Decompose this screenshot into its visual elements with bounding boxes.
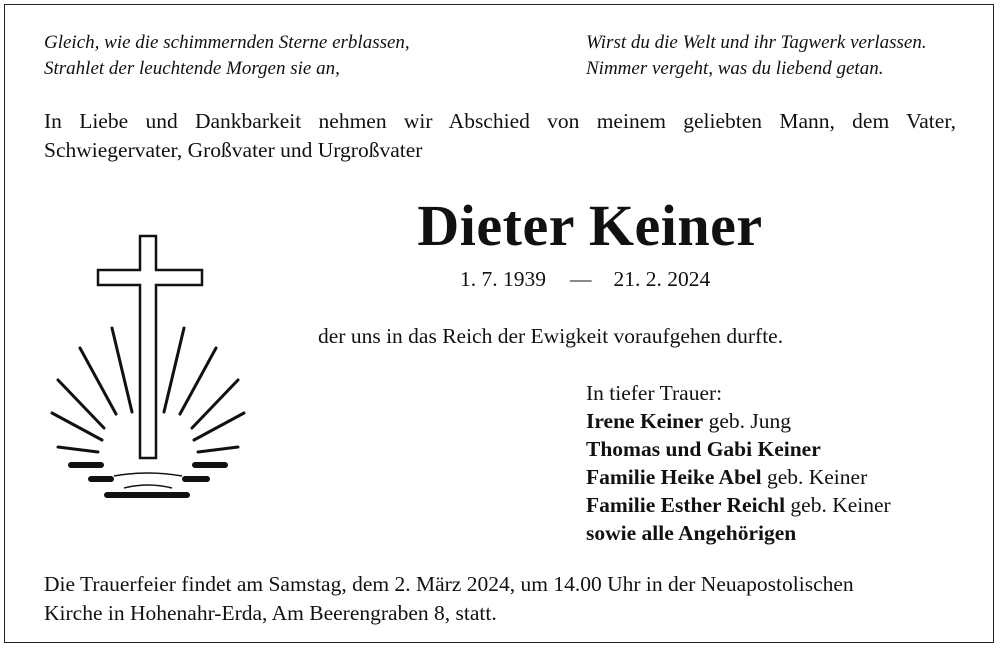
mourner-name: Familie Esther Reichl	[586, 493, 786, 517]
mourner-suffix: geb. Keiner	[785, 493, 891, 517]
mourner-name: Thomas und Gabi Keiner	[586, 437, 821, 461]
poem-line: Strahlet der leuchtende Morgen sie an,	[44, 58, 340, 79]
mourners-heading: In tiefer Trauer:	[586, 381, 723, 405]
poem-left	[44, 30, 410, 82]
poem-line: Nimmer vergeht, was du liebend getan.	[586, 58, 884, 79]
mourner-entry	[586, 491, 891, 519]
deceased-name: Dieter Keiner	[417, 193, 763, 258]
mourner-suffix: geb. Keiner	[761, 465, 868, 489]
date-dash: —	[570, 267, 592, 291]
birth-date: 1. 7. 1939	[460, 267, 546, 291]
mourner-suffix: geb. Jung	[703, 409, 792, 433]
farewell-text: der uns in das Reich der Ewigkeit voraufgehen durfte.	[318, 324, 784, 348]
poem-line: Gleich, wie die schimmernden Sterne erblassen,	[44, 32, 410, 53]
mourner-name: Irene Keiner	[586, 409, 704, 433]
funeral-info	[44, 570, 964, 628]
life-dates	[460, 265, 710, 293]
mourner-name: Familie Heike Abel	[586, 465, 762, 489]
intro-text: In Liebe und Dankbarkeit nehmen wir Abschied von meinem geliebten Mann, dem Vater, Schwiegervater, Großvater und Urgroßvater	[44, 109, 956, 162]
poem-line: Wirst du die Welt und ihr Tagwerk verlassen.	[586, 32, 927, 53]
poem-right	[586, 30, 927, 82]
mourner-entry	[586, 435, 891, 463]
mourner-entry	[586, 463, 891, 491]
funeral-info-line: Die Trauerfeier findet am Samstag, dem 2. März 2024, um 14.00 Uhr in der Neuapostolischen	[44, 572, 854, 596]
mourners-block	[586, 379, 891, 547]
death-date: 21. 2. 2024	[613, 267, 711, 291]
funeral-info-line: Kirche in Hohenahr-Erda, Am Beerengraben 8, statt.	[44, 601, 497, 625]
mourner-entry	[586, 519, 891, 547]
cross-sunrise-icon	[44, 230, 254, 515]
mourner-name: sowie alle Angehörigen	[586, 521, 797, 545]
mourner-entry	[586, 407, 891, 435]
